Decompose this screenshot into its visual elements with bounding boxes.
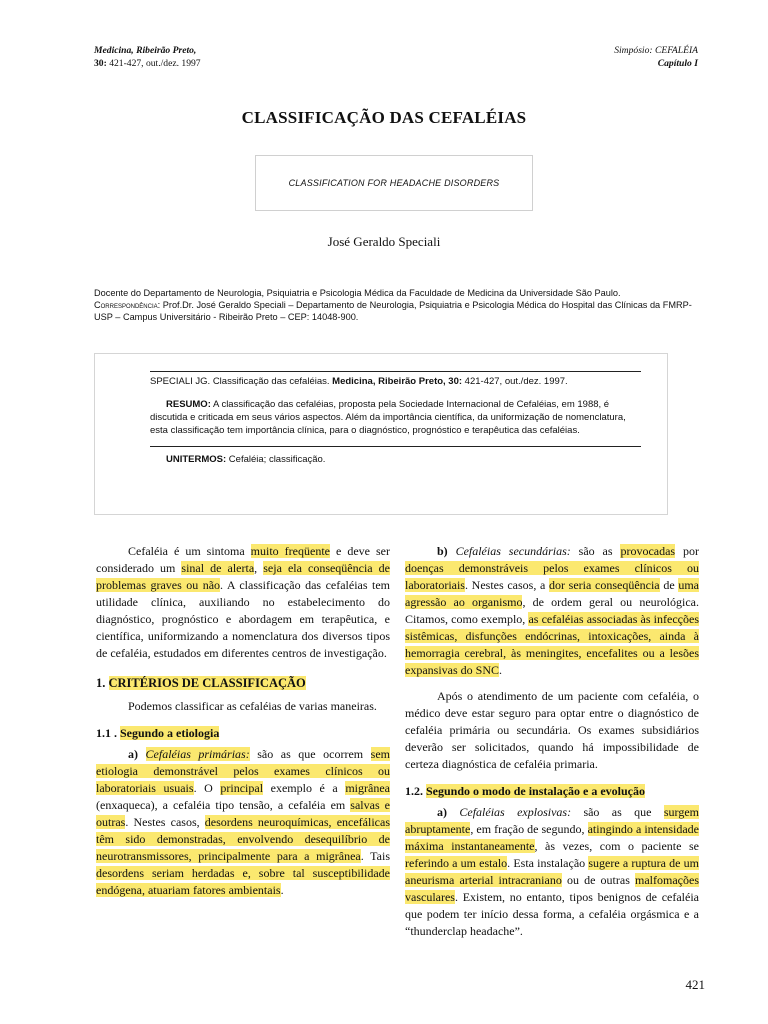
highlight: migrânea (345, 781, 390, 795)
text-run: Cefaléia é um sintoma (128, 544, 251, 558)
affiliation (94, 287, 704, 323)
subtitle-box (255, 155, 533, 211)
highlight: salvas e outras (96, 798, 390, 829)
text-run: são as que ocorrem (249, 747, 371, 761)
correspondence-label: Correspondência (94, 300, 158, 310)
keywords (150, 446, 641, 466)
text-run: . (499, 663, 502, 677)
highlight: sinal de alerta (181, 561, 255, 575)
section-title: Segundo o modo de instalação e a evolução (426, 784, 646, 798)
highlight: doenças demonstráveis pelos exames clínicos ou laboratoriais (405, 561, 699, 592)
english-subtitle: CLASSIFICATION FOR HEADACHE DISORDERS (288, 178, 500, 188)
paragraph-explosive-headaches (405, 804, 699, 940)
section-title: CRITÉRIOS DE CLASSIFICAÇÃO (108, 676, 306, 690)
text-run: por (675, 544, 699, 558)
affiliation-line: Docente do Departamento de Neurologia, Psiquiatria e Psicologia Médica da Faculdade de Medicina da Universidade São Paulo. (94, 288, 621, 298)
right-column (405, 543, 699, 940)
paragraph-primary-headaches (96, 746, 390, 899)
journal-pages-date: 421-427, out./dez. 1997 (106, 58, 201, 69)
highlight: as cefaléias associadas às infecções sistêmicas, disfunções endócrinas, intoxicações, ainda à hemorragia cerebral, às meningites, encefalites ou a lesões expansivas do SNC (405, 612, 699, 677)
highlight: desordens neuroquímicas, encefálicas têm sido demonstradas, envolvendo desequilíbrio de neurotransmissores, principalmente para a migrânea (96, 815, 390, 863)
symposium-name: CEFALÉIA (655, 45, 698, 56)
section-heading-1-1 (96, 725, 390, 742)
section-number: 1. (96, 676, 109, 690)
highlight: muito freqüente (250, 544, 330, 558)
paragraph-secondary-headaches (405, 543, 699, 679)
page-number: 421 (685, 977, 705, 992)
text-run: . Nestes casos, a (464, 578, 549, 592)
citation-author: SPECIALI JG. Classificação das cefaléias. (150, 376, 333, 387)
text-run: e deve ser considerado um (96, 544, 390, 575)
correspondence (94, 299, 704, 323)
highlight: seja ela conseqüência de problemas graves ou não (96, 561, 391, 592)
highlight: sugere a ruptura de um aneurisma arterial intracraniano (405, 856, 699, 887)
highlight: provocadas (620, 544, 676, 558)
section-heading-1 (96, 675, 390, 692)
item-label: b) (437, 544, 448, 558)
text-run: , (254, 561, 264, 575)
highlight: atingindo a intensidade máxima instantaneamente (405, 822, 700, 853)
section-number: 1.1 . (96, 726, 120, 740)
citation (150, 375, 641, 388)
journal-header (94, 44, 201, 70)
item-label: a) (437, 805, 447, 819)
text-run: são as que (571, 805, 664, 819)
text-run: . O (193, 781, 221, 795)
abstract-content (150, 371, 641, 466)
citation-journal: Medicina, Ribeirão Preto, 30: (332, 376, 463, 387)
intro-paragraph (96, 543, 390, 662)
text-run: exemplo é a (263, 781, 346, 795)
correspondence-text: : Prof.Dr. José Geraldo Speciali – Departamento de Neurologia, Psiquiatria e Psicologia Médica do Hospital das Clínicas da FMRP-USP – Campus Universitário - Ribeirão Preto – CEP: 14048-900. (94, 300, 692, 322)
keywords-text: Cefaléia; classificação. (226, 454, 326, 465)
keywords-label: UNITERMOS: (166, 454, 227, 465)
highlight: dor seria conseqüência (549, 578, 660, 592)
text-run: . Existem, no entanto, tipos benignos de cefaléia que podem ter início dessa forma, a cefaléia orgásmica e a “thunderclap headache”. (405, 890, 699, 938)
text-run: . Nestes casos, (125, 815, 205, 829)
section-number: 1.2. (405, 784, 426, 798)
journal-volume: 30: (94, 58, 107, 69)
highlight: uma agressão ao organismo (405, 578, 699, 609)
text-run: . Esta instalação (507, 856, 589, 870)
text-run: . Tais (360, 849, 390, 863)
symposium-label: Simpósio: (614, 45, 653, 56)
abstract-box (94, 353, 668, 515)
highlight: surgem abruptamente (405, 805, 699, 836)
section-heading-1-2 (405, 783, 699, 800)
text-run: , em fração de segundo, (470, 822, 588, 836)
symposium-header (614, 44, 698, 70)
text-run: de (659, 578, 679, 592)
term: Cefaléias primárias: (145, 747, 250, 761)
paragraph: Podemos classificar as cefaléias de varias maneiras. (128, 699, 377, 713)
text-run: . A classificação das cefaléias tem utilidade clínica, auxiliando no estabelecimento do diagnóstico, prognóstico e abordagem em terapêutica, e científica, uniformizando a nomenclatura dos diversos tipos de cefaléia, estudados em diferentes centros de investigação. (96, 578, 390, 660)
highlight: principal (220, 781, 264, 795)
citation-rest: 421-427, out./dez. 1997. (462, 376, 568, 387)
section-title: Segundo a etiologia (120, 726, 220, 740)
resumo (150, 398, 641, 437)
text-run: ou de outras (561, 873, 636, 887)
text-run: , de ordem geral ou neurológica. Citamos, como exemplo, (405, 595, 700, 626)
resumo-text: A classificação das cefaléias, proposta pela Sociedade Internacional de Cefaléias, em 1988, é discutida e criticada em seus vários aspectos. Além da importância científica, da uniformização de nomenclatura, esta classificação tem importância clínica, para o diagnóstico, prognóstico e terapêutica das cefaléias. (150, 399, 626, 436)
author-name: José Geraldo Speciali (327, 234, 441, 249)
text-run: . (280, 883, 284, 897)
highlight: desordens seriam herdadas e, sobre tal susceptibilidade endógena, atuariam fatores ambientais (96, 866, 390, 897)
highlight: sem etiologia demonstrável pelos exames clínicos ou laboratoriais usuais (96, 747, 391, 795)
resumo-label: RESUMO: (166, 399, 211, 410)
journal-name: Medicina, Ribeirão Preto, (94, 45, 197, 56)
highlight: referindo a um estalo (405, 856, 508, 870)
text-run: são as (570, 544, 621, 558)
highlight: malfomações vasculares (405, 873, 699, 904)
text-run: , às vezes, com o paciente se (534, 839, 700, 853)
page-title: CLASSIFICAÇÃO DAS CEFALÉIAS (241, 108, 527, 127)
chapter-label: Capítulo I (657, 58, 698, 69)
item-label: a) (128, 747, 138, 761)
term: Cefaléias explosivas: (459, 805, 572, 819)
paragraph: Após o atendimento de um paciente com cefaléia, o médico deve estar seguro para optar entre o diagnóstico de cefaléia primária ou secundária. Os exames subsidiários deverão ser solicitados, quando há impossibilidade de certeza diagnóstica de cefaléia primaria. (405, 689, 699, 771)
left-column (96, 543, 390, 899)
text-run: (enxaqueca), a cefaléia tipo tensão, a cefaléia em (96, 798, 351, 812)
term: Cefaléias secundárias: (455, 544, 571, 558)
